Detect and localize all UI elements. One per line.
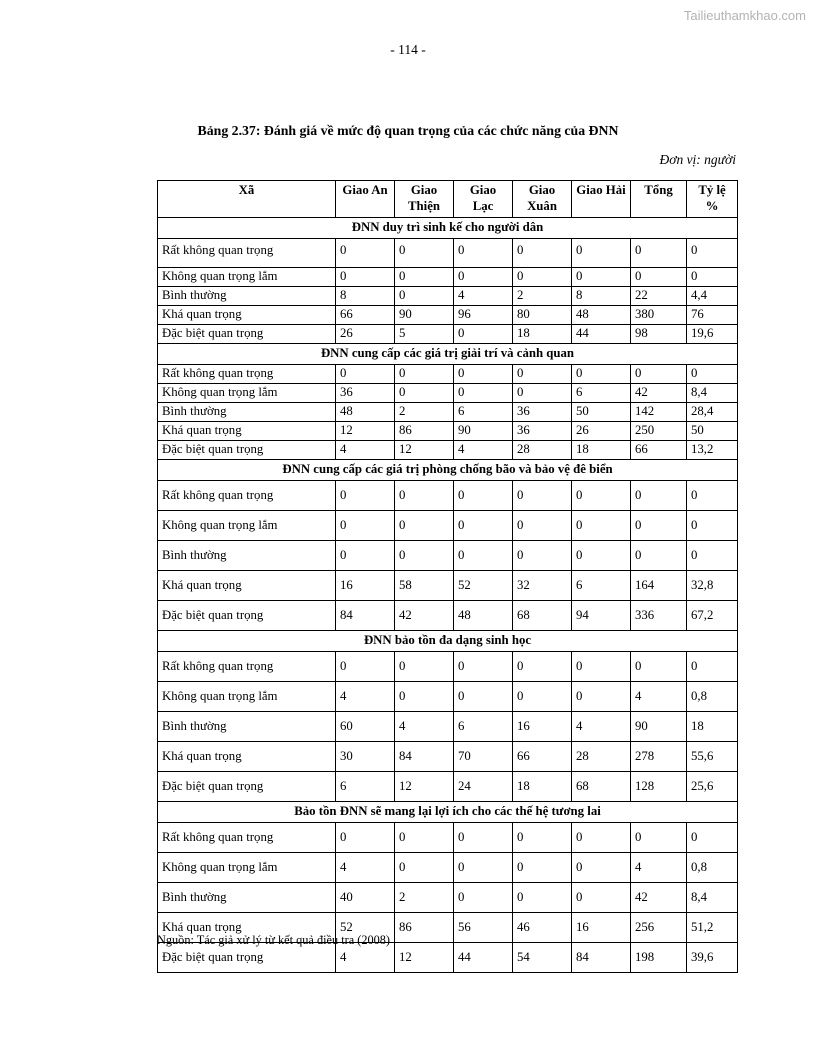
cell-value: 86 [395,421,454,440]
cell-value: 18 [513,771,572,801]
cell-value: 0 [454,267,513,286]
section-header-row [158,630,738,651]
cell-value: 4 [336,681,395,711]
cell-value: 0 [454,480,513,510]
cell-value: 0 [631,651,687,681]
cell-value: 0 [454,364,513,383]
column-header: Giao Lạc [454,181,513,218]
cell-value: 66 [513,741,572,771]
cell-value: 0 [454,852,513,882]
cell-value: 8,4 [687,383,738,402]
cell-value: 0 [631,364,687,383]
cell-value: 28,4 [687,402,738,421]
cell-value: 0 [454,383,513,402]
cell-value: 4 [631,681,687,711]
cell-value: 16 [336,570,395,600]
cell-value: 0 [687,822,738,852]
cell-value: 67,2 [687,600,738,630]
cell-value: 0 [687,651,738,681]
table-row [158,286,738,305]
cell-value: 18 [572,440,631,459]
cell-value: 22 [631,286,687,305]
source-note: Nguồn: Tác giả xử lý từ kết quả điều tra (2008) [157,933,391,947]
section-title: ĐNN bảo tồn đa dạng sinh học [158,630,738,651]
cell-value: 94 [572,600,631,630]
table-header [158,181,738,218]
cell-value: 18 [513,324,572,343]
cell-value: 44 [454,942,513,972]
unit-note: Đơn vị: người [659,152,736,167]
cell-value: 48 [572,305,631,324]
cell-value: 142 [631,402,687,421]
cell-value: 50 [572,402,631,421]
cell-value: 0 [395,480,454,510]
cell-value: 42 [631,383,687,402]
cell-value: 0 [513,364,572,383]
cell-value: 0 [336,364,395,383]
cell-value: 0 [336,480,395,510]
cell-value: 4 [572,711,631,741]
row-label: Rất không quan trọng [158,822,336,852]
cell-value: 56 [454,912,513,942]
cell-value: 30 [336,741,395,771]
cell-value: 0 [572,480,631,510]
table-row [158,600,738,630]
row-label: Không quan trọng lắm [158,267,336,286]
cell-value: 0 [336,510,395,540]
row-label: Đặc biệt quan trọng [158,324,336,343]
table-row [158,402,738,421]
cell-value: 0 [395,681,454,711]
table-row [158,324,738,343]
cell-value: 0 [336,651,395,681]
cell-value: 68 [572,771,631,801]
cell-value: 0 [513,238,572,267]
cell-value: 0 [687,267,738,286]
cell-value: 16 [572,912,631,942]
cell-value: 0 [631,238,687,267]
cell-value: 2 [395,882,454,912]
section-header-row [158,459,738,480]
cell-value: 0 [454,540,513,570]
cell-value: 0 [572,822,631,852]
cell-value: 0 [454,822,513,852]
table-row [158,540,738,570]
cell-value: 13,2 [687,440,738,459]
cell-value: 0 [513,267,572,286]
cell-value: 4 [454,286,513,305]
cell-value: 80 [513,305,572,324]
cell-value: 32 [513,570,572,600]
table-caption-title: Bảng 2.37: Đánh giá về mức độ quan trọng của các chức năng của ĐNN [197,123,619,138]
cell-value: 55,6 [687,741,738,771]
header-row [158,181,738,218]
cell-value: 24 [454,771,513,801]
cell-value: 0,8 [687,681,738,711]
cell-value: 0 [395,238,454,267]
cell-value: 0 [336,238,395,267]
cell-value: 48 [336,402,395,421]
table-row [158,822,738,852]
cell-value: 0 [572,681,631,711]
cell-value: 0 [395,651,454,681]
cell-value: 90 [395,305,454,324]
row-label: Không quan trọng lắm [158,681,336,711]
table-row [158,711,738,741]
cell-value: 5 [395,324,454,343]
cell-value: 0 [454,882,513,912]
cell-value: 4 [336,440,395,459]
table-body [158,217,738,972]
cell-value: 16 [513,711,572,741]
cell-value: 26 [336,324,395,343]
cell-value: 0 [687,510,738,540]
cell-value: 36 [336,383,395,402]
column-header: Giao Xuân [513,181,572,218]
row-label: Đặc biệt quan trọng [158,771,336,801]
page-number: - 114 - [390,42,426,57]
cell-value: 6 [454,711,513,741]
row-label: Khá quan trọng [158,305,336,324]
cell-value: 0 [513,882,572,912]
cell-value: 60 [336,711,395,741]
cell-value: 12 [336,421,395,440]
cell-value: 66 [336,305,395,324]
table-row [158,570,738,600]
cell-value: 8 [336,286,395,305]
column-header: Giao An [336,181,395,218]
row-label: Bình thường [158,402,336,421]
cell-value: 0 [572,510,631,540]
row-label: Khá quan trọng [158,421,336,440]
cell-value: 76 [687,305,738,324]
cell-value: 6 [336,771,395,801]
cell-value: 8,4 [687,882,738,912]
table-row [158,305,738,324]
cell-value: 0 [513,480,572,510]
table-row [158,480,738,510]
cell-value: 0 [513,510,572,540]
cell-value: 70 [454,741,513,771]
cell-value: 18 [687,711,738,741]
cell-value: 12 [395,942,454,972]
cell-value: 12 [395,771,454,801]
site-watermark: Tailieuthamkhao.com [683,8,806,23]
cell-value: 28 [572,741,631,771]
cell-value: 0 [572,540,631,570]
cell-value: 0 [395,286,454,305]
row-label: Không quan trọng lắm [158,510,336,540]
cell-value: 0 [454,510,513,540]
section-header-row [158,217,738,238]
cell-value: 0 [687,480,738,510]
cell-value: 0 [395,540,454,570]
cell-value: 86 [395,912,454,942]
column-header: Giao Thiện [395,181,454,218]
cell-value: 0 [336,267,395,286]
cell-value: 0 [572,238,631,267]
cell-value: 42 [631,882,687,912]
cell-value: 0 [572,364,631,383]
cell-value: 0 [631,480,687,510]
table-row [158,421,738,440]
row-label: Đặc biệt quan trọng [158,440,336,459]
cell-value: 96 [454,305,513,324]
row-label: Không quan trọng lắm [158,852,336,882]
row-label: Bình thường [158,286,336,305]
row-label: Không quan trọng lắm [158,383,336,402]
row-label: Rất không quan trọng [158,480,336,510]
cell-value: 0 [395,267,454,286]
cell-value: 0 [687,364,738,383]
column-header: Giao Hải [572,181,631,218]
cell-value: 4 [454,440,513,459]
cell-value: 42 [395,600,454,630]
cell-value: 36 [513,421,572,440]
column-header: Tổng [631,181,687,218]
table-row [158,364,738,383]
cell-value: 0 [687,238,738,267]
cell-value: 164 [631,570,687,600]
table-row [158,238,738,267]
cell-value: 0 [572,852,631,882]
table-row [158,383,738,402]
cell-value: 25,6 [687,771,738,801]
cell-value: 0 [395,383,454,402]
section-title: ĐNN cung cấp các giá trị phòng chống bão và bảo vệ đê biển [158,459,738,480]
table-container [157,180,737,973]
cell-value: 48 [454,600,513,630]
cell-value: 4 [336,942,395,972]
cell-value: 250 [631,421,687,440]
cell-value: 198 [631,942,687,972]
cell-value: 0 [454,651,513,681]
section-header-row [158,343,738,364]
cell-value: 0 [513,651,572,681]
cell-value: 336 [631,600,687,630]
cell-value: 0 [513,383,572,402]
table-row [158,267,738,286]
cell-value: 84 [336,600,395,630]
cell-value: 0 [454,324,513,343]
cell-value: 6 [572,570,631,600]
cell-value: 4 [336,852,395,882]
table-row [158,771,738,801]
cell-value: 0 [572,267,631,286]
column-header: Tỷ lệ % [687,181,738,218]
section-title: ĐNN cung cấp các giá trị giải trí và cảnh quan [158,343,738,364]
cell-value: 50 [687,421,738,440]
cell-value: 98 [631,324,687,343]
cell-value: 0 [513,822,572,852]
cell-value: 0 [572,882,631,912]
cell-value: 4 [395,711,454,741]
cell-value: 2 [513,286,572,305]
cell-value: 2 [395,402,454,421]
cell-value: 90 [454,421,513,440]
cell-value: 84 [395,741,454,771]
cell-value: 6 [454,402,513,421]
cell-value: 66 [631,440,687,459]
cell-value: 0 [395,510,454,540]
row-label: Rất không quan trọng [158,364,336,383]
cell-value: 44 [572,324,631,343]
cell-value: 0 [454,238,513,267]
cell-value: 32,8 [687,570,738,600]
cell-value: 58 [395,570,454,600]
cell-value: 39,6 [687,942,738,972]
cell-value: 0 [631,540,687,570]
table-row [158,510,738,540]
table-row [158,852,738,882]
cell-value: 0 [631,822,687,852]
section-title: ĐNN duy trì sinh kế cho người dân [158,217,738,238]
cell-value: 12 [395,440,454,459]
cell-value: 0 [454,681,513,711]
cell-value: 0 [631,510,687,540]
cell-value: 0 [395,822,454,852]
row-label: Đặc biệt quan trọng [158,942,336,972]
results-table [157,180,738,973]
cell-value: 54 [513,942,572,972]
cell-value: 6 [572,383,631,402]
cell-value: 4 [631,852,687,882]
table-row [158,741,738,771]
section-header-row [158,801,738,822]
row-label: Bình thường [158,540,336,570]
cell-value: 0 [395,852,454,882]
row-label: Bình thường [158,711,336,741]
cell-value: 128 [631,771,687,801]
cell-value: 0,8 [687,852,738,882]
table-row [158,651,738,681]
cell-value: 52 [454,570,513,600]
cell-value: 0 [395,364,454,383]
cell-value: 52 [336,912,395,942]
row-label: Đặc biệt quan trọng [158,600,336,630]
cell-value: 256 [631,912,687,942]
section-title: Bảo tồn ĐNN sẽ mang lại lợi ích cho các thế hệ tương lai [158,801,738,822]
cell-value: 46 [513,912,572,942]
cell-value: 51,2 [687,912,738,942]
cell-value: 0 [631,267,687,286]
cell-value: 0 [687,540,738,570]
cell-value: 36 [513,402,572,421]
row-label: Rất không quan trọng [158,238,336,267]
cell-value: 19,6 [687,324,738,343]
cell-value: 0 [336,540,395,570]
cell-value: 4,4 [687,286,738,305]
table-row [158,882,738,912]
cell-value: 0 [572,651,631,681]
cell-value: 26 [572,421,631,440]
cell-value: 8 [572,286,631,305]
cell-value: 0 [513,681,572,711]
cell-value: 0 [513,852,572,882]
table-row [158,440,738,459]
cell-value: 0 [336,822,395,852]
row-label: Khá quan trọng [158,912,336,942]
row-label: Khá quan trọng [158,741,336,771]
row-label: Rất không quan trọng [158,651,336,681]
cell-value: 84 [572,942,631,972]
table-row [158,681,738,711]
cell-value: 90 [631,711,687,741]
cell-value: 28 [513,440,572,459]
cell-value: 0 [513,540,572,570]
cell-value: 68 [513,600,572,630]
cell-value: 40 [336,882,395,912]
row-label: Khá quan trọng [158,570,336,600]
cell-value: 380 [631,305,687,324]
row-label: Bình thường [158,882,336,912]
cell-value: 278 [631,741,687,771]
column-header: Xã [158,181,336,218]
